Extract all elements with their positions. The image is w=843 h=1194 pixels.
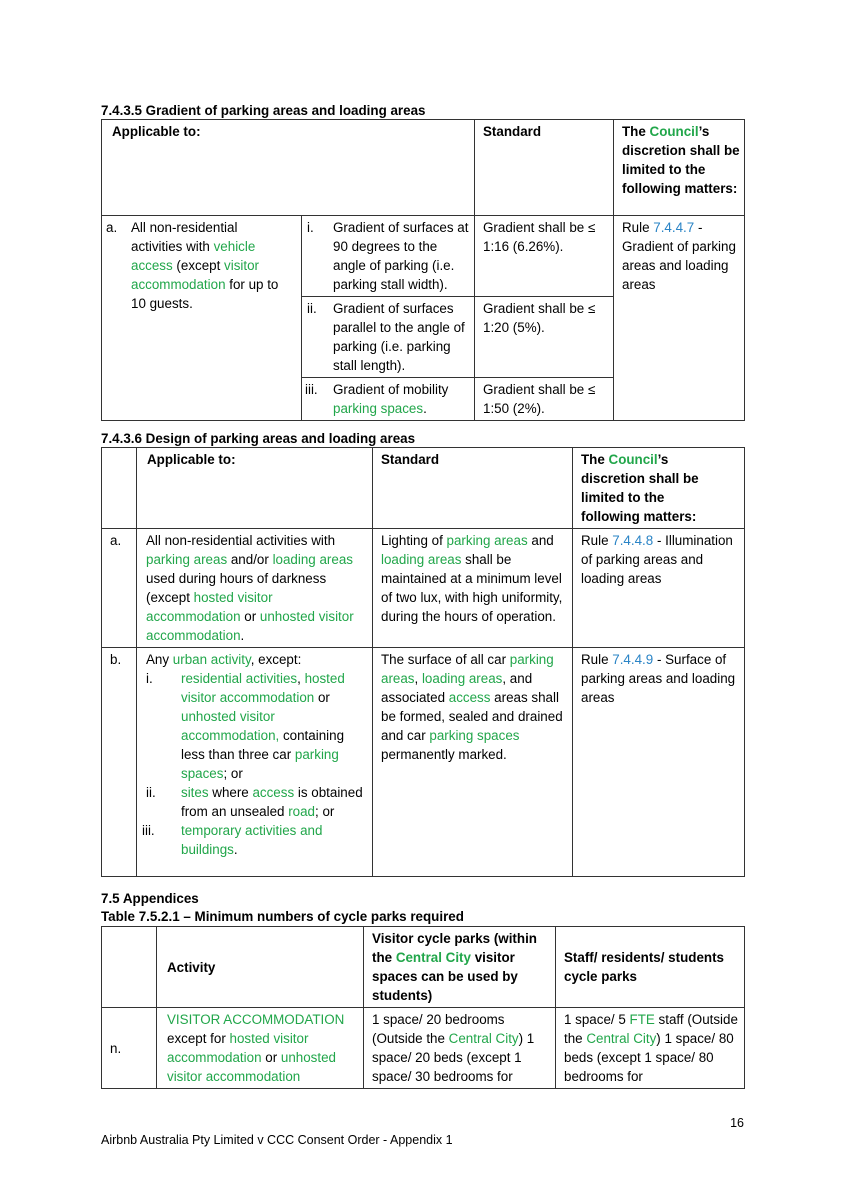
standard-i: Gradient shall be ≤ 1:16 (6.26%). <box>475 216 614 297</box>
section-heading-7-4-3-6: 7.4.3.6 Design of parking areas and loading areas <box>101 431 416 446</box>
rule-7-4-4-8: Rule 7.4.4.8 - Illumination of parking areas and loading areas <box>573 529 745 648</box>
table-row <box>102 216 745 297</box>
header-applicable: Applicable to: <box>102 120 475 216</box>
row-label-b: b. <box>102 648 137 877</box>
header-applicable: Applicable to: <box>137 448 373 529</box>
cycle-parks-table <box>101 926 745 1089</box>
gradient-table <box>101 119 745 421</box>
section-heading-7-5: 7.5 Appendices <box>101 891 199 906</box>
standard-cell-b: The surface of all car parking areas, loading areas, and associated access areas shall be formed, sealed and drained and car parking spaces permanently marked. <box>373 648 573 877</box>
header-discretion: The Council’s discretion shall be limited to the following matters: <box>614 120 745 216</box>
table-row <box>102 1008 745 1089</box>
row-label-n: n. <box>102 1008 157 1089</box>
standard-cell-a: Lighting of parking areas and loading areas shall be maintained at a minimum level of two lux, with high uniformity, during the hours of operation. <box>373 529 573 648</box>
page-number: 16 <box>730 1116 744 1130</box>
header-staff-cycle-parks: Staff/ residents/ students cycle parks <box>556 927 745 1008</box>
applicable-cell-a: All non-residential activities with parking areas and/or loading areas used during hours of darkness (except hosted visitor accommodation or unhosted visitor accommodation. <box>137 529 373 648</box>
sub-item-i: i. Gradient of surfaces at 90 degrees to the angle of parking (i.e. parking stall width). <box>302 216 475 297</box>
table-header-row <box>102 448 745 529</box>
sub-item-ii: ii. Gradient of surfaces parallel to the angle of parking (i.e. parking stall length). <box>302 297 475 378</box>
table-header-row <box>102 927 745 1008</box>
table-title-7-5-2-1: Table 7.5.2.1 – Minimum numbers of cycle parks required <box>101 909 464 924</box>
header-activity: Activity <box>157 927 364 1008</box>
standard-ii: Gradient shall be ≤ 1:20 (5%). <box>475 297 614 378</box>
rule-7-4-4-9: Rule 7.4.4.9 - Surface of parking areas and loading areas <box>573 648 745 877</box>
header-standard: Standard <box>373 448 573 529</box>
table-row <box>102 648 745 877</box>
sub-item-iii: iii. Gradient of mobility parking spaces. <box>302 378 475 421</box>
row-label-a: a. <box>102 529 137 648</box>
design-table <box>101 447 745 877</box>
section-heading-7-4-3-5: 7.4.3.5 Gradient of parking areas and loading areas <box>101 103 426 118</box>
header-standard: Standard <box>475 120 614 216</box>
footer-text: Airbnb Australia Pty Limited v CCC Consent Order - Appendix 1 <box>101 1133 453 1147</box>
table-header-row <box>102 120 745 216</box>
staff-cell-n: 1 space/ 5 FTE staff (Outside the Central City) 1 space/ 80 beds (except 1 space/ 80 bedrooms for <box>556 1008 745 1089</box>
applicable-cell-a: a. All non-residential activities with vehicle access (except visitor accommodation for up to 10 guests. <box>102 216 302 421</box>
rule-7-4-4-7: Rule 7.4.4.7 - Gradient of parking areas and loading areas <box>614 216 745 421</box>
standard-iii: Gradient shall be ≤ 1:50 (2%). <box>475 378 614 421</box>
activity-cell-n: VISITOR ACCOMMODATION except for hosted visitor accommodation or unhosted visitor accommodation <box>157 1008 364 1089</box>
header-visitor-cycle-parks: Visitor cycle parks (within the Central City visitor spaces can be used by students) <box>364 927 556 1008</box>
applicable-cell-b: Any urban activity, except: i. residential activities, hosted visitor accommodation or unhosted visitor accommodation, containing less than three car parking spaces; or ii. sites where access is obtained from an unsealed road; or iii. temporary activities and buildings. <box>137 648 373 877</box>
visitor-cell-n: 1 space/ 20 bedrooms (Outside the Central City) 1 space/ 20 beds (except 1 space/ 30 bedrooms for <box>364 1008 556 1089</box>
header-discretion: The Council’s discretion shall be limited to the following matters: <box>573 448 745 529</box>
table-row <box>102 529 745 648</box>
